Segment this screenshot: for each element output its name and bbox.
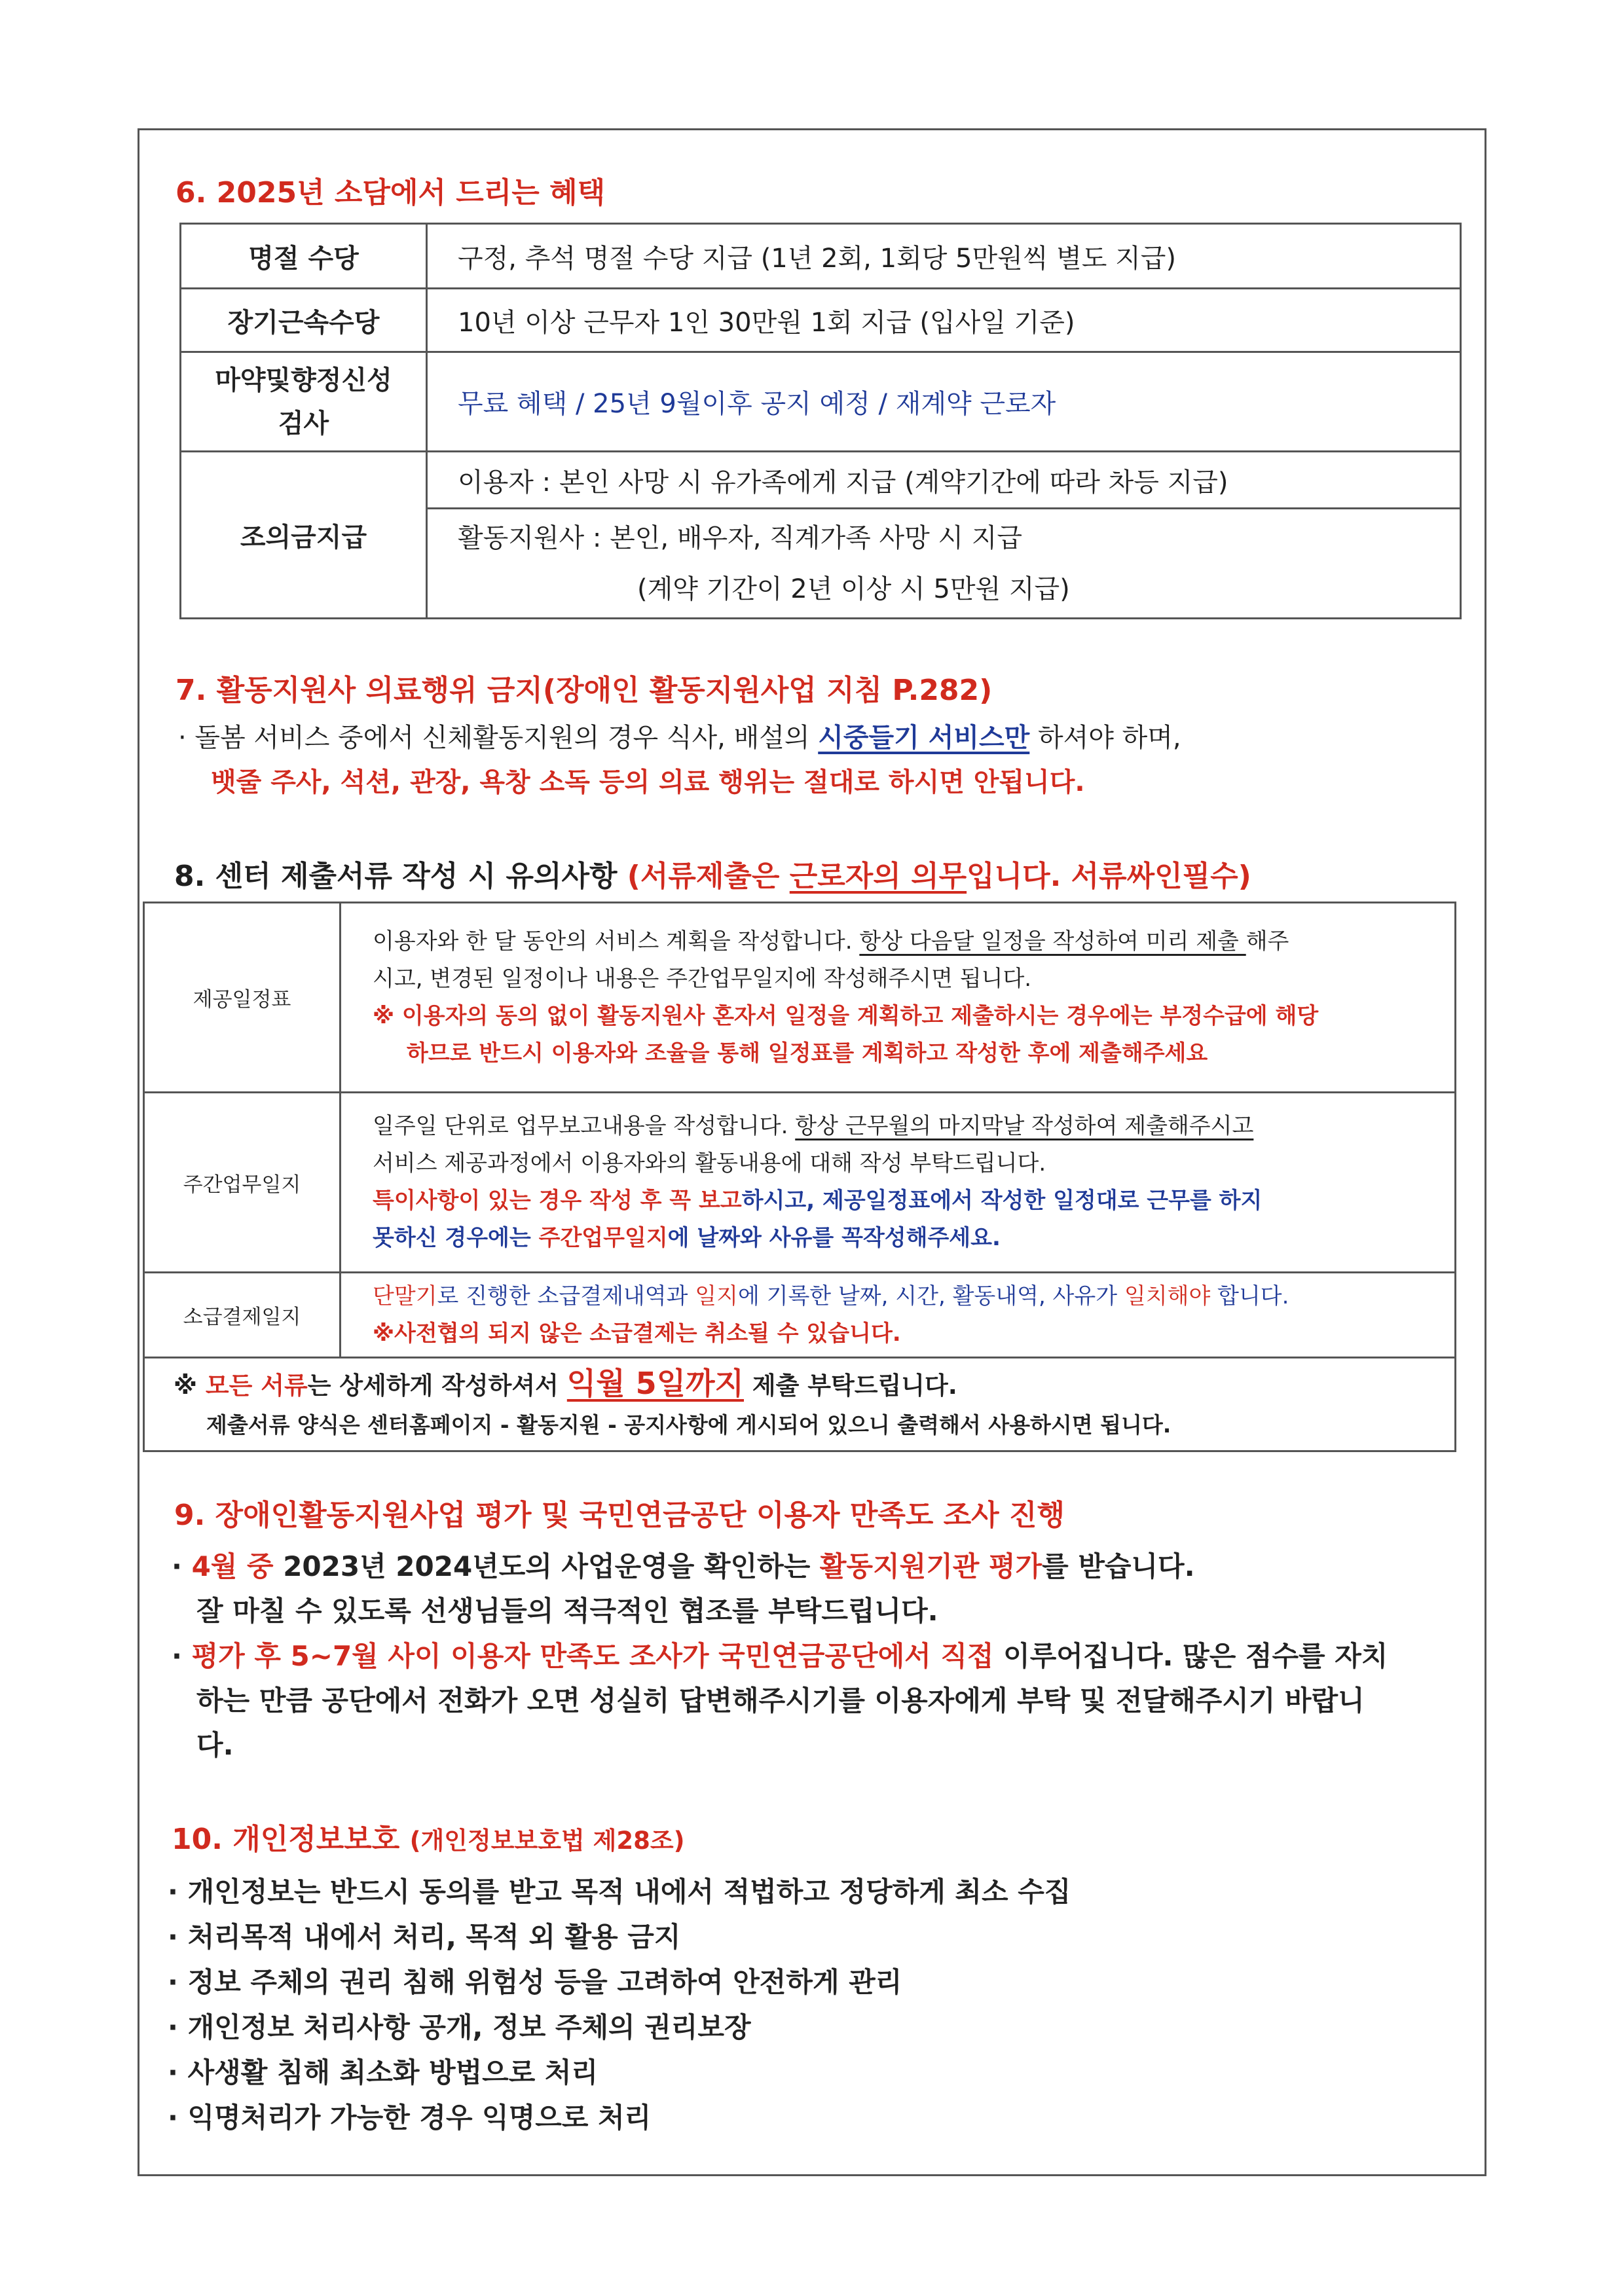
- line: ※사전협의 되지 않은 소급결제는 취소될 수 있습니다.: [373, 1320, 901, 1347]
- row-label: 조의금지급: [181, 452, 427, 619]
- note-line: [174, 1364, 1454, 1406]
- row-label: 소급결제일지: [144, 1273, 341, 1358]
- title-small: (개인정보보호법 제28조): [409, 1827, 685, 1855]
- line: [373, 1108, 1454, 1145]
- list-item: · 개인정보는 반드시 동의를 받고 목적 내에서 적법하고 정당하게 최소 수집: [168, 1876, 1071, 1908]
- note-cell: [144, 1358, 1456, 1451]
- documents-table: [143, 902, 1456, 1452]
- row-label: 제공일정표: [144, 903, 341, 1093]
- section9-line2: 잘 마칠 수 있도록 선생님들의 적극적인 협조를 부탁드립니다.: [196, 1595, 938, 1627]
- text: 이용자와 한 달 동안의 서비스 계획을 작성합니다.: [373, 928, 860, 955]
- text: 하시고, 제공일정표에서 작성한 일정대로 근무를 하지: [741, 1188, 1263, 1214]
- text: 해주: [1246, 928, 1289, 955]
- text: · 돌봄 서비스 중에서 신체활동지원의 경우 식사, 배설의: [178, 723, 819, 753]
- line: [373, 1182, 1454, 1220]
- section9-line4: 하는 만큼 공단에서 전화가 오면 성실히 답변해주시기를 이용자에게 부탁 및 전달해주시기 바랍니: [196, 1685, 1365, 1717]
- text: 모든 서류: [205, 1372, 308, 1400]
- row-label-line: 검사: [278, 408, 329, 439]
- section6-title: 6. 2025년 소담에서 드리는 혜택: [175, 176, 606, 210]
- table-row: [144, 1273, 1456, 1358]
- section9-line5: 다.: [196, 1729, 234, 1761]
- deadline-text: 익월 5일까지: [566, 1366, 744, 1401]
- table-row: [144, 1093, 1456, 1273]
- section10-title: [172, 1815, 684, 1857]
- list-item: · 사생활 침해 최소화 방법으로 처리: [168, 2056, 599, 2088]
- section9-line3: [172, 1635, 1388, 1674]
- title-red: (서류제출은: [627, 860, 790, 893]
- note-line: 제출서류 양식은 센터홈페이지 - 활동지원 - 공지사항에 게시되어 있으니 출력해서 사용하시면 됩니다.: [206, 1412, 1172, 1438]
- table-row: [181, 289, 1461, 352]
- line: 서비스 제공과정에서 이용자와의 활동내용에 대해 작성 부탁드립니다.: [373, 1150, 1046, 1176]
- row-content: [341, 903, 1456, 1093]
- title-red-underline: 근로자의 의무: [789, 860, 967, 893]
- benefits-table: [179, 223, 1462, 619]
- row-text: 구정, 추석 명절 수당 지급 (1년 2회, 1회당 5만원씩 별도 지급): [427, 224, 1461, 289]
- text: 주간업무일지: [538, 1225, 668, 1251]
- text: 로 진행한 소급결제내역과: [437, 1283, 695, 1309]
- row-text-line: 활동지원사 : 본인, 배우자, 직계가족 사망 시 지급: [458, 522, 1023, 553]
- text: 하셔야 하며,: [1029, 723, 1181, 753]
- line: ※ 이용자의 동의 없이 활동지원사 혼자서 일정을 계획하고 제출하시는 경우에는 부정수급에 해당: [373, 1002, 1319, 1029]
- text: 합니다.: [1210, 1283, 1289, 1309]
- line: [373, 1278, 1454, 1315]
- text: 평가 후 5~7월 사이 이용자 만족도 조사가 국민연금공단에서 직접: [191, 1640, 994, 1672]
- text: 4월 중: [191, 1550, 274, 1582]
- section9-line1: [172, 1545, 1195, 1584]
- row-label: 장기근속수당: [181, 289, 427, 352]
- privacy-list: [168, 1869, 1071, 2140]
- row-text: 무료 혜택 / 25년 9월이후 공지 예정 / 재계약 근로자: [427, 352, 1461, 452]
- line: 시고, 변경된 일정이나 내용은 주간업무일지에 작성해주시면 됩니다.: [373, 965, 1032, 992]
- highlight-text: 시중들기 서비스만: [818, 723, 1030, 753]
- text: 에 날짜와 사유를 꼭작성해주세요.: [667, 1225, 1001, 1251]
- table-row: [181, 452, 1461, 509]
- text: 일지: [695, 1283, 738, 1309]
- text: 2023년 2024년도의 사업운영을 확인하는: [273, 1550, 820, 1582]
- text: 는 상세하게 작성하셔서: [307, 1372, 567, 1400]
- section7-line1: [178, 717, 1181, 754]
- title-text: 8. 센터 제출서류 작성 시 유의사항: [174, 860, 627, 893]
- text: 를 받습니다.: [1042, 1550, 1195, 1582]
- row-label: [181, 352, 427, 452]
- title-text: 10. 개인정보보호: [172, 1823, 410, 1856]
- line: [373, 1220, 1454, 1257]
- text: 못하신 경우에는: [373, 1225, 539, 1251]
- row-content: [341, 1093, 1456, 1273]
- row-text-line: (계약 기간이 2년 이상 시 5만원 지급): [637, 574, 1070, 604]
- row-text: 10년 이상 근무자 1인 30만원 1회 지급 (입사일 기준): [427, 289, 1461, 352]
- text: 단말기: [373, 1283, 437, 1309]
- text: 제출 부탁드립니다.: [744, 1372, 957, 1400]
- list-item: · 익명처리가 가능한 경우 익명으로 처리: [168, 2102, 652, 2134]
- text: 이루어집니다. 많은 점수를 자치: [993, 1640, 1388, 1672]
- section7-line2: 뱃줄 주사, 석션, 관장, 욕창 소독 등의 의료 행위는 절대로 하시면 안됩니다.: [211, 767, 1085, 797]
- table-row: [144, 903, 1456, 1093]
- title-red: 입니다. 서류싸인필수): [967, 860, 1251, 893]
- underline-text: 항상 다음달 일정을 작성하여 미리 제출: [859, 928, 1246, 955]
- text: ·: [172, 1550, 192, 1582]
- row-label: 명절 수당: [181, 224, 427, 289]
- list-item: · 정보 주체의 권리 침해 위험성 등을 고려하여 안전하게 관리: [168, 1966, 902, 1998]
- row-content: [341, 1273, 1456, 1358]
- section9-title: 9. 장애인활동지원사업 평가 및 국민연금공단 이용자 만족도 조사 진행: [174, 1499, 1065, 1532]
- table-row: [144, 1358, 1456, 1451]
- underline-text: 항상 근무월의 마지막날 작성하여 제출해주시고: [795, 1113, 1254, 1139]
- line: 하므로 반드시 이용자와 조율을 통해 일정표를 계획하고 작성한 후에 제출해주세요: [407, 1040, 1208, 1066]
- text: 일치해야: [1124, 1283, 1211, 1309]
- list-item: · 처리목적 내에서 처리, 목적 외 활용 금지: [168, 1921, 681, 1953]
- table-row: [181, 352, 1461, 452]
- text: ·: [172, 1640, 192, 1672]
- section7-title: 7. 활동지원사 의료행위 금지(장애인 활동지원사업 지침 P.282): [175, 674, 993, 707]
- line: [373, 923, 1454, 960]
- list-item: · 개인정보 처리사항 공개, 정보 주체의 권리보장: [168, 2011, 751, 2043]
- section8-title: [174, 852, 1251, 894]
- row-label: 주간업무일지: [144, 1093, 341, 1273]
- text: 특이사항이 있는 경우 작성 후 꼭 보고: [373, 1188, 742, 1214]
- text: ※: [174, 1372, 206, 1400]
- text: 에 기록한 날짜, 시간, 활동내역, 사유가: [737, 1283, 1124, 1309]
- row-label-line: 마약및향정신성: [215, 365, 392, 395]
- row-text: [427, 509, 1461, 619]
- table-row: [181, 224, 1461, 289]
- text: 일주일 단위로 업무보고내용을 작성합니다.: [373, 1113, 796, 1139]
- row-text: 이용자 : 본인 사망 시 유가족에게 지급 (계약기간에 따라 차등 지급): [427, 452, 1461, 509]
- text: 활동지원기관 평가: [819, 1550, 1043, 1582]
